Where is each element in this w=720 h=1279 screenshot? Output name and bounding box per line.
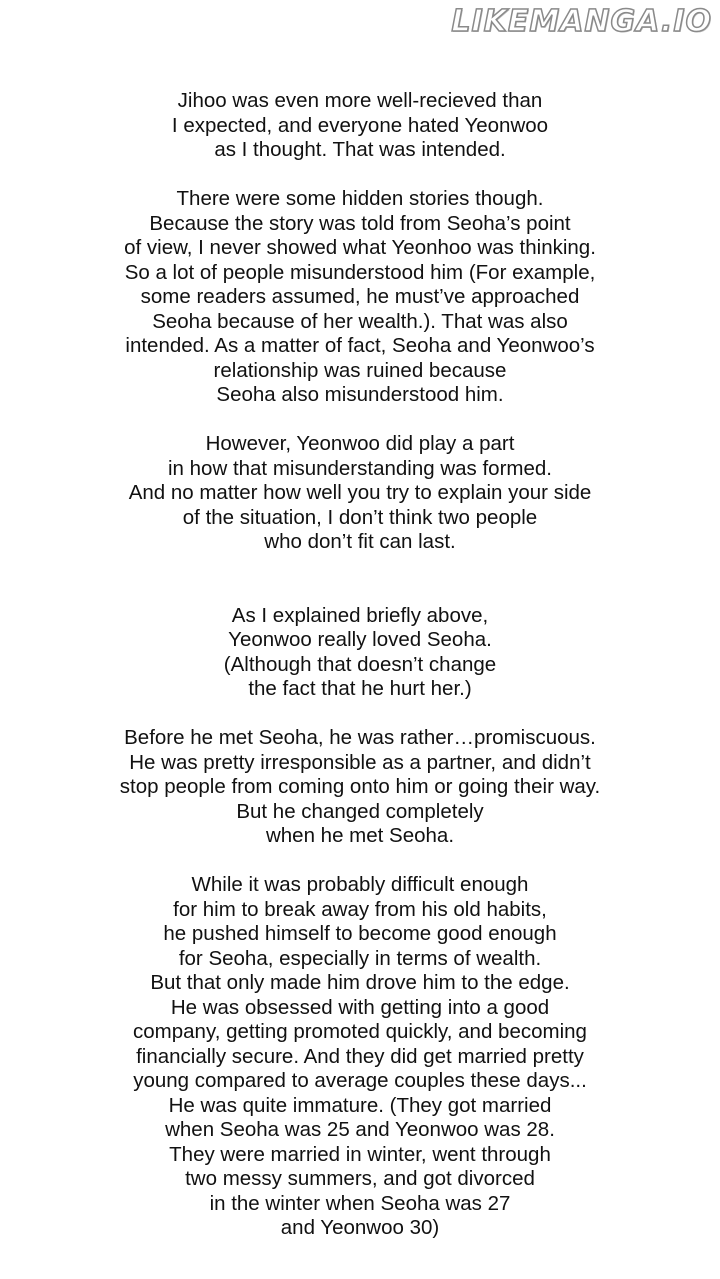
text-line: Because the story was told from Seoha’s point — [149, 211, 571, 235]
text-line: Jihoo was even more well-recieved than — [177, 89, 543, 112]
text-line: But he changed completely — [236, 799, 484, 823]
paragraph-1 — [0, 89, 720, 163]
text-line: So a lot of people misunderstood him (For example, — [124, 260, 596, 284]
text-line: He was obsessed with getting into a good — [170, 995, 550, 1019]
text-line: Seoha also misunderstood him. — [216, 383, 504, 406]
text-line: I expected, and everyone hated Yeonwoo — [171, 113, 549, 137]
author-note-text — [0, 89, 720, 1241]
paragraph-5 — [0, 726, 720, 849]
text-line: of the situation, I don’t think two people — [182, 505, 538, 529]
text-line: as I thought. That was intended. — [214, 138, 506, 161]
text-line: young compared to average couples these days... — [133, 1069, 587, 1092]
text-line: As I explained briefly above, — [231, 603, 489, 627]
watermark-logo: LIKEMANGA.IO — [451, 4, 712, 39]
text-line: and Yeonwoo 30) — [280, 1216, 440, 1239]
text-line: some readers assumed, he must’ve approached — [140, 285, 580, 308]
text-line: when Seoha was 25 and Yeonwoo was 28. — [165, 1118, 555, 1141]
text-line: But that only made him drove him to the edge. — [150, 971, 570, 994]
paragraph-4 — [0, 604, 720, 702]
text-line: for Seoha, especially in terms of wealth. — [178, 946, 542, 970]
text-line: in the winter when Seoha was 27 — [209, 1191, 511, 1215]
text-line: Before he met Seoha, he was rather…promiscuous. — [124, 726, 596, 749]
text-line: Yeonwoo really loved Seoha. — [228, 628, 492, 651]
section-spacer — [0, 555, 720, 604]
text-line: He was pretty irresponsible as a partner, and didn’t — [129, 750, 591, 774]
text-line: he pushed himself to become good enough — [163, 922, 557, 945]
text-line: Seoha because of her wealth.). That was also — [152, 309, 568, 333]
text-line: stop people from coming onto him or going their way. — [119, 775, 601, 798]
paragraph-3 — [0, 432, 720, 555]
text-line: the fact that he hurt her.) — [248, 677, 472, 700]
text-line: when he met Seoha. — [265, 824, 455, 847]
text-line: relationship was ruined because — [213, 358, 507, 382]
paragraph-6 — [0, 873, 720, 1241]
text-line: company, getting promoted quickly, and becoming — [133, 1020, 587, 1043]
text-line: intended. As a matter of fact, Seoha and Yeonwoo’s — [125, 334, 595, 357]
paragraph-spacer — [0, 163, 720, 188]
text-line: financially secure. And they did get married pretty — [136, 1044, 584, 1068]
text-line: who don’t fit can last. — [264, 530, 456, 553]
text-line: of view, I never showed what Yeonhoo was thinking. — [124, 236, 596, 259]
paragraph-spacer — [0, 702, 720, 727]
text-line: He was quite immature. (They got married — [168, 1093, 552, 1117]
text-line: two messy summers, and got divorced — [185, 1167, 535, 1190]
paragraph-2 — [0, 187, 720, 408]
text-line: They were married in winter, went through — [169, 1142, 551, 1166]
text-line: There were some hidden stories though. — [176, 187, 544, 210]
paragraph-spacer — [0, 408, 720, 433]
text-line: While it was probably difficult enough — [191, 873, 529, 896]
paragraph-spacer — [0, 849, 720, 874]
text-line: And no matter how well you try to explain your side — [128, 481, 592, 504]
text-line: (Although that doesn’t change — [223, 652, 497, 676]
text-line: However, Yeonwoo did play a part — [205, 432, 515, 455]
text-line: for him to break away from his old habits, — [173, 897, 547, 921]
text-line: in how that misunderstanding was formed. — [167, 456, 552, 480]
